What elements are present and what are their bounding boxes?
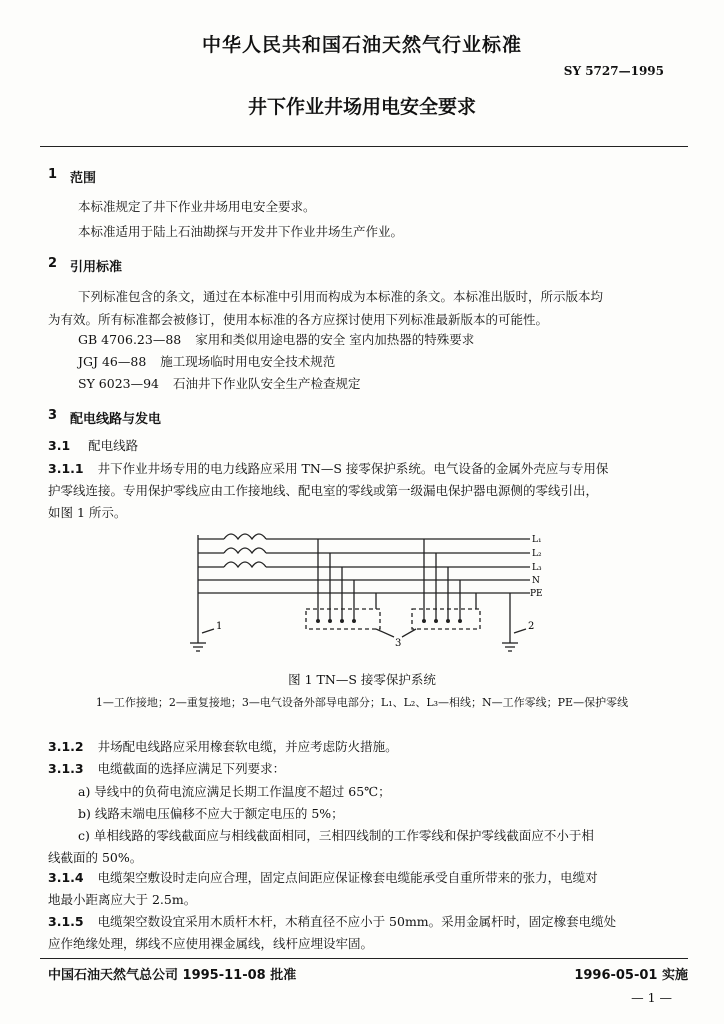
clause-3-1-3-item-c-line-2: 线截面的 50%。 [48,850,143,865]
clause-number: 3.1.4 [48,870,84,885]
clause-3-1-3-item-b: b) 线路末端电压偏移不应大于额定电压的 5%； [78,806,344,821]
callout-2: 2 [528,621,535,632]
label-l2: L₂ [532,549,542,559]
section-3-title: 配电线路与发电 [70,412,162,427]
section-2-para-line-2: 为有效。所有标准都会被修订，使用本标准的各方应探讨使用下列标准最新版本的可能性。 [48,312,549,327]
transformer-coil-3 [224,562,266,567]
figure-caption: 图 1 TN—S 接零保护系统 [288,672,436,687]
reference-3 [78,374,361,392]
reference-2 [78,352,335,370]
org-title: 中华人民共和国石油天然气行业标准 [201,34,522,56]
clause-3-1-4-line-2: 地最小距离应大于 2.5m。 [48,892,197,907]
reference-name: 家用和类似用途电器的安全 室内加热器的特殊要求 [195,332,475,347]
clause-text: 井场配电线路应采用橡套软电缆，并应考虑防火措施。 [97,739,398,754]
page-number: — 1 — [631,990,672,1005]
callout-1: 1 [216,621,223,632]
header-rule [40,146,688,147]
tn-s-system-diagram [180,525,560,665]
equipment-enclosure-2 [412,609,480,629]
clause-3-1-2 [48,737,398,755]
clause-number: 3.1 [48,438,71,453]
clause-3-1-1-line-2: 护零线连接。专用保护零线应由工作接地线、配电室的零线或第一级漏电保护器电源侧的零线引出， [48,483,599,498]
clause-3-1-1-line-1 [48,459,608,477]
reference-1 [78,330,474,348]
section-1-number: 1 [48,167,58,182]
reference-code: JGJ 46—88 [78,354,147,369]
approval-date: 中国石油天然气总公司 1995-11-08 批准 [48,968,297,983]
clause-3-1-1-line-3: 如图 1 所示。 [48,505,127,520]
section-3-number: 3 [48,408,58,423]
clause-3-1 [48,436,138,454]
callout-3: 3 [395,638,402,649]
clause-text: 电缆架空敷设时走向应合理，固定点间距应保证橡套电缆能承受自重所带来的张力，电缆对 [97,870,598,885]
label-l1: L₁ [532,535,542,545]
label-n: N [532,576,540,586]
clause-text: 井下作业井场专用的电力线路应采用 TN—S 接零保护系统。电气设备的金属外壳应与专用保 [97,461,609,476]
clause-text: 电缆架空数设宜采用木质杆木杆，木稍直径不应小于 50mm。采用金属杆时，固定橡套电缆处 [97,914,617,929]
transformer-coil-1 [224,534,266,539]
section-2-number: 2 [48,256,58,271]
standard-code: SY 5727—1995 [563,64,664,78]
clause-3-1-3-item-c-line-1: c) 单相线路的零线截面应与相线截面相同，三相四线制的工作零线和保护零线截面应不小于相 [78,828,594,843]
clause-3-1-3 [48,759,285,777]
clause-number: 3.1.1 [48,461,84,476]
clause-3-1-5-line-2: 应作绝缘处理，绑线不应使用裸金属线，线杆应埋设牢固。 [48,936,374,951]
label-l3: L₃ [532,563,542,573]
reference-code: GB 4706.23—88 [78,332,182,347]
label-pe: PE [530,589,543,599]
footer-rule [40,958,688,959]
document-title: 井下作业井场用电安全要求 [247,96,476,118]
reference-code: SY 6023—94 [78,376,160,391]
section-1-para-2: 本标准适用于陆上石油勘探与开发井下作业井场生产作业。 [78,224,404,239]
equipment-enclosure-1 [306,609,380,629]
reference-name: 石油井下作业队安全生产检查规定 [173,376,361,391]
clause-title: 配电线路 [88,438,139,453]
section-2-para-line-1: 下列标准包含的条文，通过在本标准中引用而构成为本标准的条文。本标准出版时，所示版本均 [78,289,604,304]
section-2-title: 引用标准 [70,260,123,275]
clause-3-1-4-line-1 [48,868,598,886]
clause-number: 3.1.2 [48,739,84,754]
clause-number: 3.1.5 [48,914,84,929]
figure-legend: 1—工作接地；2—重复接地；3—电气设备外部导电部分；L₁、L₂、L₃—相线；N—工作零线；PE—保护零线 [95,696,629,709]
transformer-coil-2 [224,548,266,553]
clause-3-1-5-line-1 [48,912,616,930]
effective-date: 1996-05-01 实施 [574,968,688,983]
section-1-para-1: 本标准规定了井下作业井场用电安全要求。 [78,199,316,214]
clause-3-1-3-item-a: a) 导线中的负荷电流应满足长期工作温度不超过 65℃； [78,784,391,799]
clause-text: 电缆截面的选择应满足下列要求： [97,761,286,776]
clause-number: 3.1.3 [48,761,84,776]
reference-name: 施工现场临时用电安全技术规范 [160,354,336,369]
section-1-title: 范围 [70,171,97,186]
